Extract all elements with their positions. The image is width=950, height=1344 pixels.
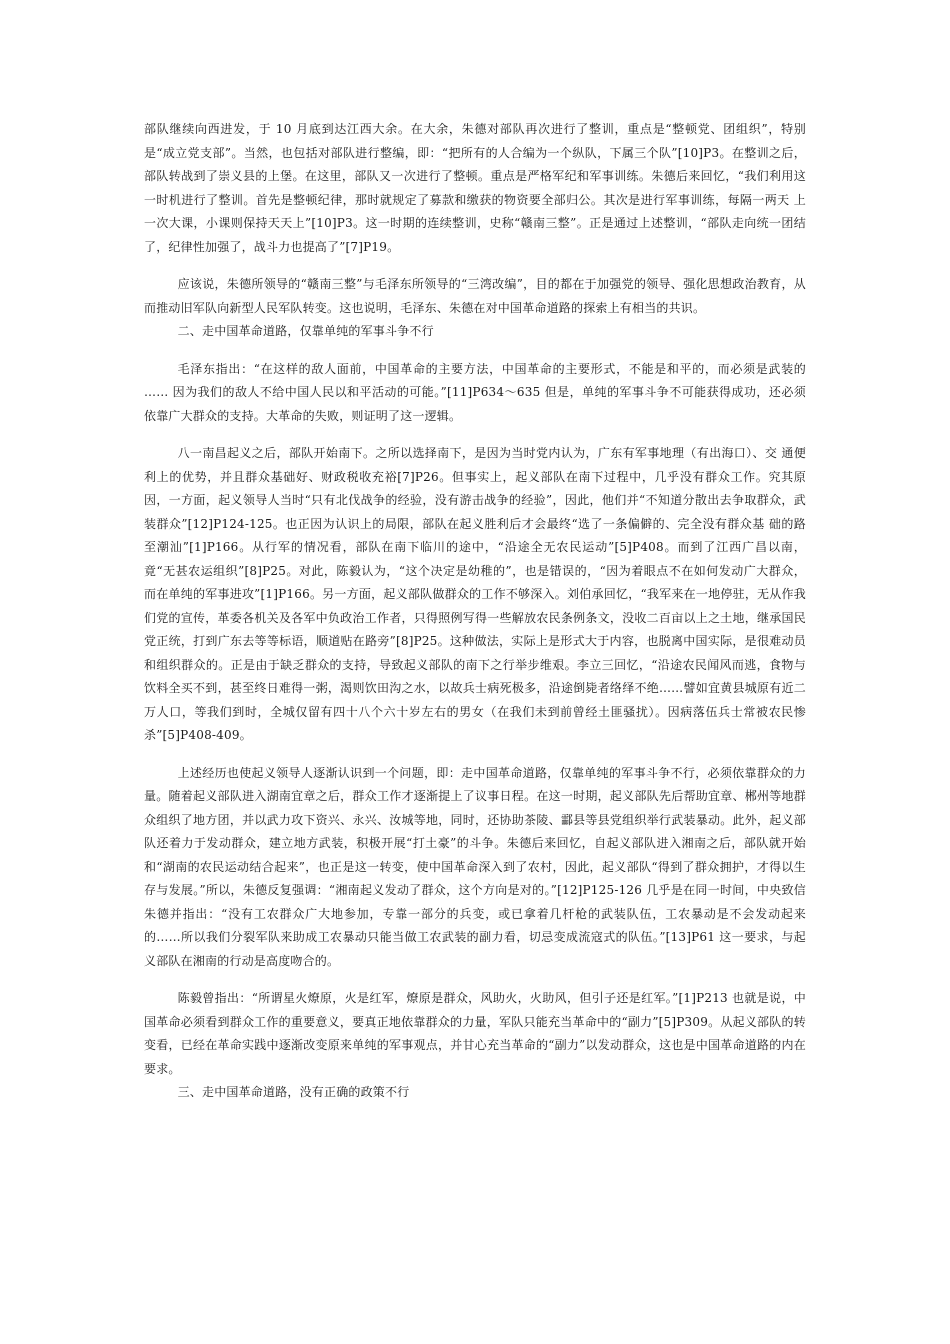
section-heading-2: 二、走中国革命道路，仅靠单纯的军事斗争不行 (177, 324, 434, 338)
paragraph-6: 陈毅曾指出：“所谓星火燎原，火是红军，燎原是群众，风助火，火助风，但引子还是红军。”[1]P213 也就是说，中国革命必须看到群众工作的重要意义，要真正地依靠群众的力量，军队只能充当革命中的“副力”[5]P309。从起义部队的转变看，已经在革命实践中逐渐改变原来单纯的军事观点，并甘心充当革命的“副力”以发动群众，这也是中国革命道路的内在要求。 (144, 991, 806, 1076)
paragraph-4: 八一南昌起义之后，部队开始南下。之所以选择南下，是因为当时党内认为，广东有军事地理（有出海口）、交 通便利上的优势，并且群众基础好、财政税收充裕[7]P26。但事实上，起义部队在南下过程中，几乎没有群众工作。究其原因，一方面，起义领导人当时“只有北伐战争的经验，没有游击战争的经验”，因此，他们并“不知道分散出去争取群众，武装群众”[12]P124-125。也正因为认识上的局限，部队在起义胜利后才会最终“选了一条偏僻的、完全没有群众基 础的路至潮汕”[1]P166。从行军的情况看，部队在南下临川的途中，“沿途全无农民运动”[5]P408。而到了江西广昌以南， 竟“无甚农运组织”[8]P25。对此，陈毅认为，“这个决定是幼稚的”，也是错误的，“因为着眼点不在如何发动广大群众， 而在单纯的军事进攻”[1]P166。另一方面，起义部队做群众的工作不够深入。刘伯承回忆，“我军来在一地停驻，无从作我们党的宣传，革委各机关及各军中负政治工作者，只得照例写得一些解放农民条例条文，没收二百亩以上之土地，继承国民党正统，打到广东去等等标语，顺道贴在路旁”[8]P25。这种做法，实际上是形式大于内容，也脱离中国实际，是很难动员和组织群众的。正是由于缺乏群众的支持，导致起义部队的南下之行举步维艰。李立三回忆，“沿途农民闻风而逃，食物与饮料全买不到，甚至终日难得一粥，渴则饮田沟之水，以故兵士病死极多，沿途倒毙者络绎不绝……譬如宜黄县城原有近二万人口，等我们到时，全城仅留有四十八个六十岁左右的男女（在我们未到前曾经土匪骚扰）。因病落伍兵士常被农民惨杀”[5]P408-409。 (144, 446, 806, 742)
paragraph-2: 应该说，朱德所领导的“赣南三整”与毛泽东所领导的“三湾改编”，目的都在于加强党的领导、强化思想政治教育，从而推动旧军队向新型人民军队转变。这也说明，毛泽东、朱德在对中国革命道路的探索上有相当的共识。 (144, 277, 806, 315)
paragraph-3: 毛泽东指出：“在这样的敌人面前，中国革命的主要方法，中国革命的主要形式，不能是和平的，而必须是武装的 …… 因为我们的敌人不给中国人民以和平活动的可能。”[11]P634～635 但是，单纯的军事斗争不可能获得成功，还必须依靠广大群众的支持。大革命的失败，则证明了这一逻辑。 (144, 361, 806, 423)
document-body (144, 118, 806, 1105)
paragraph-5: 上述经历也使起义领导人逐渐认识到一个问题，即：走中国革命道路，仅靠单纯的军事斗争不行，必须依靠群众的力量。随着起义部队进入湖南宜章之后，群众工作才逐渐提上了议事日程。在这一时期，起义部队先后帮助宜章、郴州等地群众组织了地方团，并以武力攻下资兴、永兴、汝城等地，同时，还协助茶陵、酃县等县党组织举行武装暴动。此外，起义部队还着力于发动群众，建立地方武装，积极开展“打土豪”的斗争。朱德后来回忆，自起义部队进入湘南之后，部队就开始和“湖南的农民运动结合起来”，也正是这一转变，使中国革命深入到了农村，因此，起义部队“得到了群众拥护，才得以生存与发展。”所以，朱德反复强调：“湘南起义发动了群众，这个方向是对的。”[12]P125-126 几乎是在同一时间，中央致信朱德并指出：“没有工农群众广大地参加，专靠一部分的兵变，或已拿着几杆枪的武装队伍，工农暴动是不会发动起来的……所以我们分裂军队来助成工农暴动只能当做工农武装的副力看，切忌变成流寇式的队伍。”[13]P61 这一要求，与起义部队在湘南的行动是高度吻合的。 (144, 765, 806, 968)
section-heading-3: 三、走中国革命道路，没有正确的政策不行 (177, 1085, 410, 1099)
paragraph-1: 部队继续向西进发，于 10 月底到达江西大余。在大余，朱德对部队再次进行了整训，重点是“整顿党、团组织”，特别是“成立党支部”。当然，也包括对部队进行整编，即：“把所有的人合编为一个纵队，下属三个队”[10]P3。在整训之后，部队转战到了崇义县的上堡。在这里，部队又一次进行了整顿。重点是严格军纪和军事训练。朱德后来回忆，“我们利用这一时机进行了整训。首先是整顿纪律，那时就规定了募款和缴获的物资要全部归公。其次是进行军事训练，每隔一两天 上一次大课，小课则保持天天上”[10]P3。这一时期的连续整训，史称“赣南三整”。正是通过上述整训，“部队走向统一团结了，纪律性加强了，战斗力也提高了”[7]P19。 (144, 122, 806, 254)
